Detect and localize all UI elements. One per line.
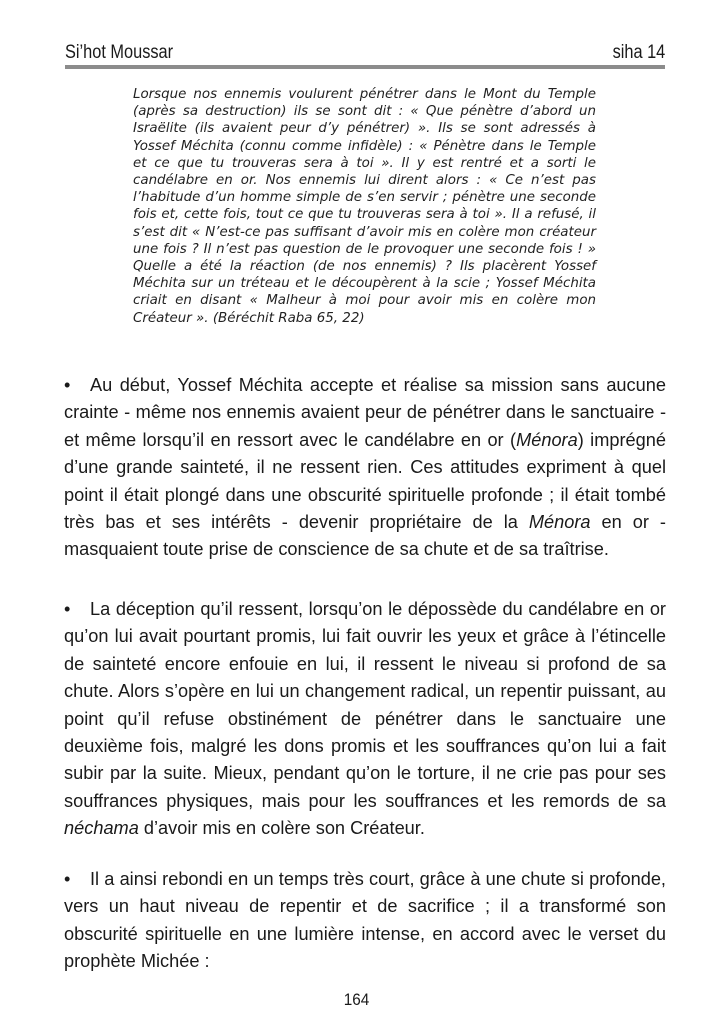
bullet-icon: •: [64, 869, 71, 889]
emphasis-term: Ménora: [516, 429, 578, 450]
paragraph-text: La déception qu’il ressent, lorsqu’on le dépossède du candélabre en or qu’on lui avait pourtant promis, lui fait ouvrir les yeux et grâce à l’étincelle de sainteté encore enfouie en lui, il ressent le niveau si profond de sa chute. Alors s’opère en lui un changement radical, un repentir puissant, au point qu’il refuse obstinément de pénétrer dans le sanctuaire une deuxième fois, malgré les dons promis et les souffrances qu’on lui a fait subir par la suite. Mieux, pendant qu’on le torture, il ne crie pas pour ses souffrances physiques, mais pour les souffrances et les remords de sa: [64, 599, 666, 811]
running-header: [65, 40, 665, 66]
book-title: Si’hot Moussar: [65, 42, 174, 63]
emphasis-term: néchama: [64, 818, 139, 839]
page-number: 164: [343, 990, 370, 1009]
chapter-label: siha 14: [612, 42, 665, 63]
emphasis-term: Ménora: [528, 512, 591, 533]
midrash-quote: [133, 86, 596, 327]
paragraph-text: Au début, Yossef Méchita accepte et réalise sa mission sans aucune crainte - même nos ennemis avaient peur de pénétrer dans le sanctuaire - et même lorsqu’il en ressort avec le candélabre en or (: [64, 375, 666, 450]
bullet-icon: •: [64, 375, 71, 395]
paragraph-text: Il a ainsi rebondi en un temps très court, grâce à une chute si profonde, vers un haut niveau de repentir et de sacrifice ; il a transformé son obscurité spirituelle en une lumière intense, en accord avec le verset du prophète Michée :: [64, 869, 666, 972]
header-rule: [65, 65, 665, 69]
paragraph-1: [64, 372, 666, 564]
paragraph-text: d’avoir mis en colère son Créateur.: [138, 818, 425, 839]
paragraph-text: ) imprégné d’une grande sainteté, il ne ressent rien. Ces attitudes expriment à quel point il était plongé dans une obscurité spirituelle profonde ; il était tombé très bas et ses intérêts - devenir propriétaire de la: [64, 429, 666, 533]
bullet-icon: •: [64, 599, 71, 619]
paragraph-text: en or - masquaient toute prise de conscience de sa chute et de sa traîtrise.: [64, 512, 666, 560]
paragraph-3: [64, 866, 666, 976]
quote-text: Lorsque nos ennemis voulurent pénétrer dans le Mont du Temple (après sa destruction) ils se sont dit : « Que pénètre d’abord un Israëlite (ils avaient peur d’y pénétrer) ». Ils se sont adressés à Yossef Méchita (connu comme infidèle) : « Pénètre dans le Temple et ce que tu trouveras sera à toi ». Il y est rentré et a sorti le candélabre en or. Nos ennemis lui dirent alors : « Ce n’est pas l’habitude d’un homme simple de s’en servir ; pénètre une seconde fois et, cette fois, tout ce que tu trouveras sera à toi ». Il a refusé, il s’est dit « N’est-ce pas suffisant d’avoir mis en colère mon créateur une fois ? Il n’est pas question de le provoquer une seconde fois ! » Quelle a été la réaction (de nos ennemis) ? Ils placèrent Yossef Méchita sur un tréteau et le découpèrent à la scie ; Yossef Méchita criait en disant « Malheur à moi pour avoir mis en colère mon Créateur ». (Béréchit Raba 65, 22): [133, 87, 596, 326]
paragraph-2: [64, 596, 666, 843]
